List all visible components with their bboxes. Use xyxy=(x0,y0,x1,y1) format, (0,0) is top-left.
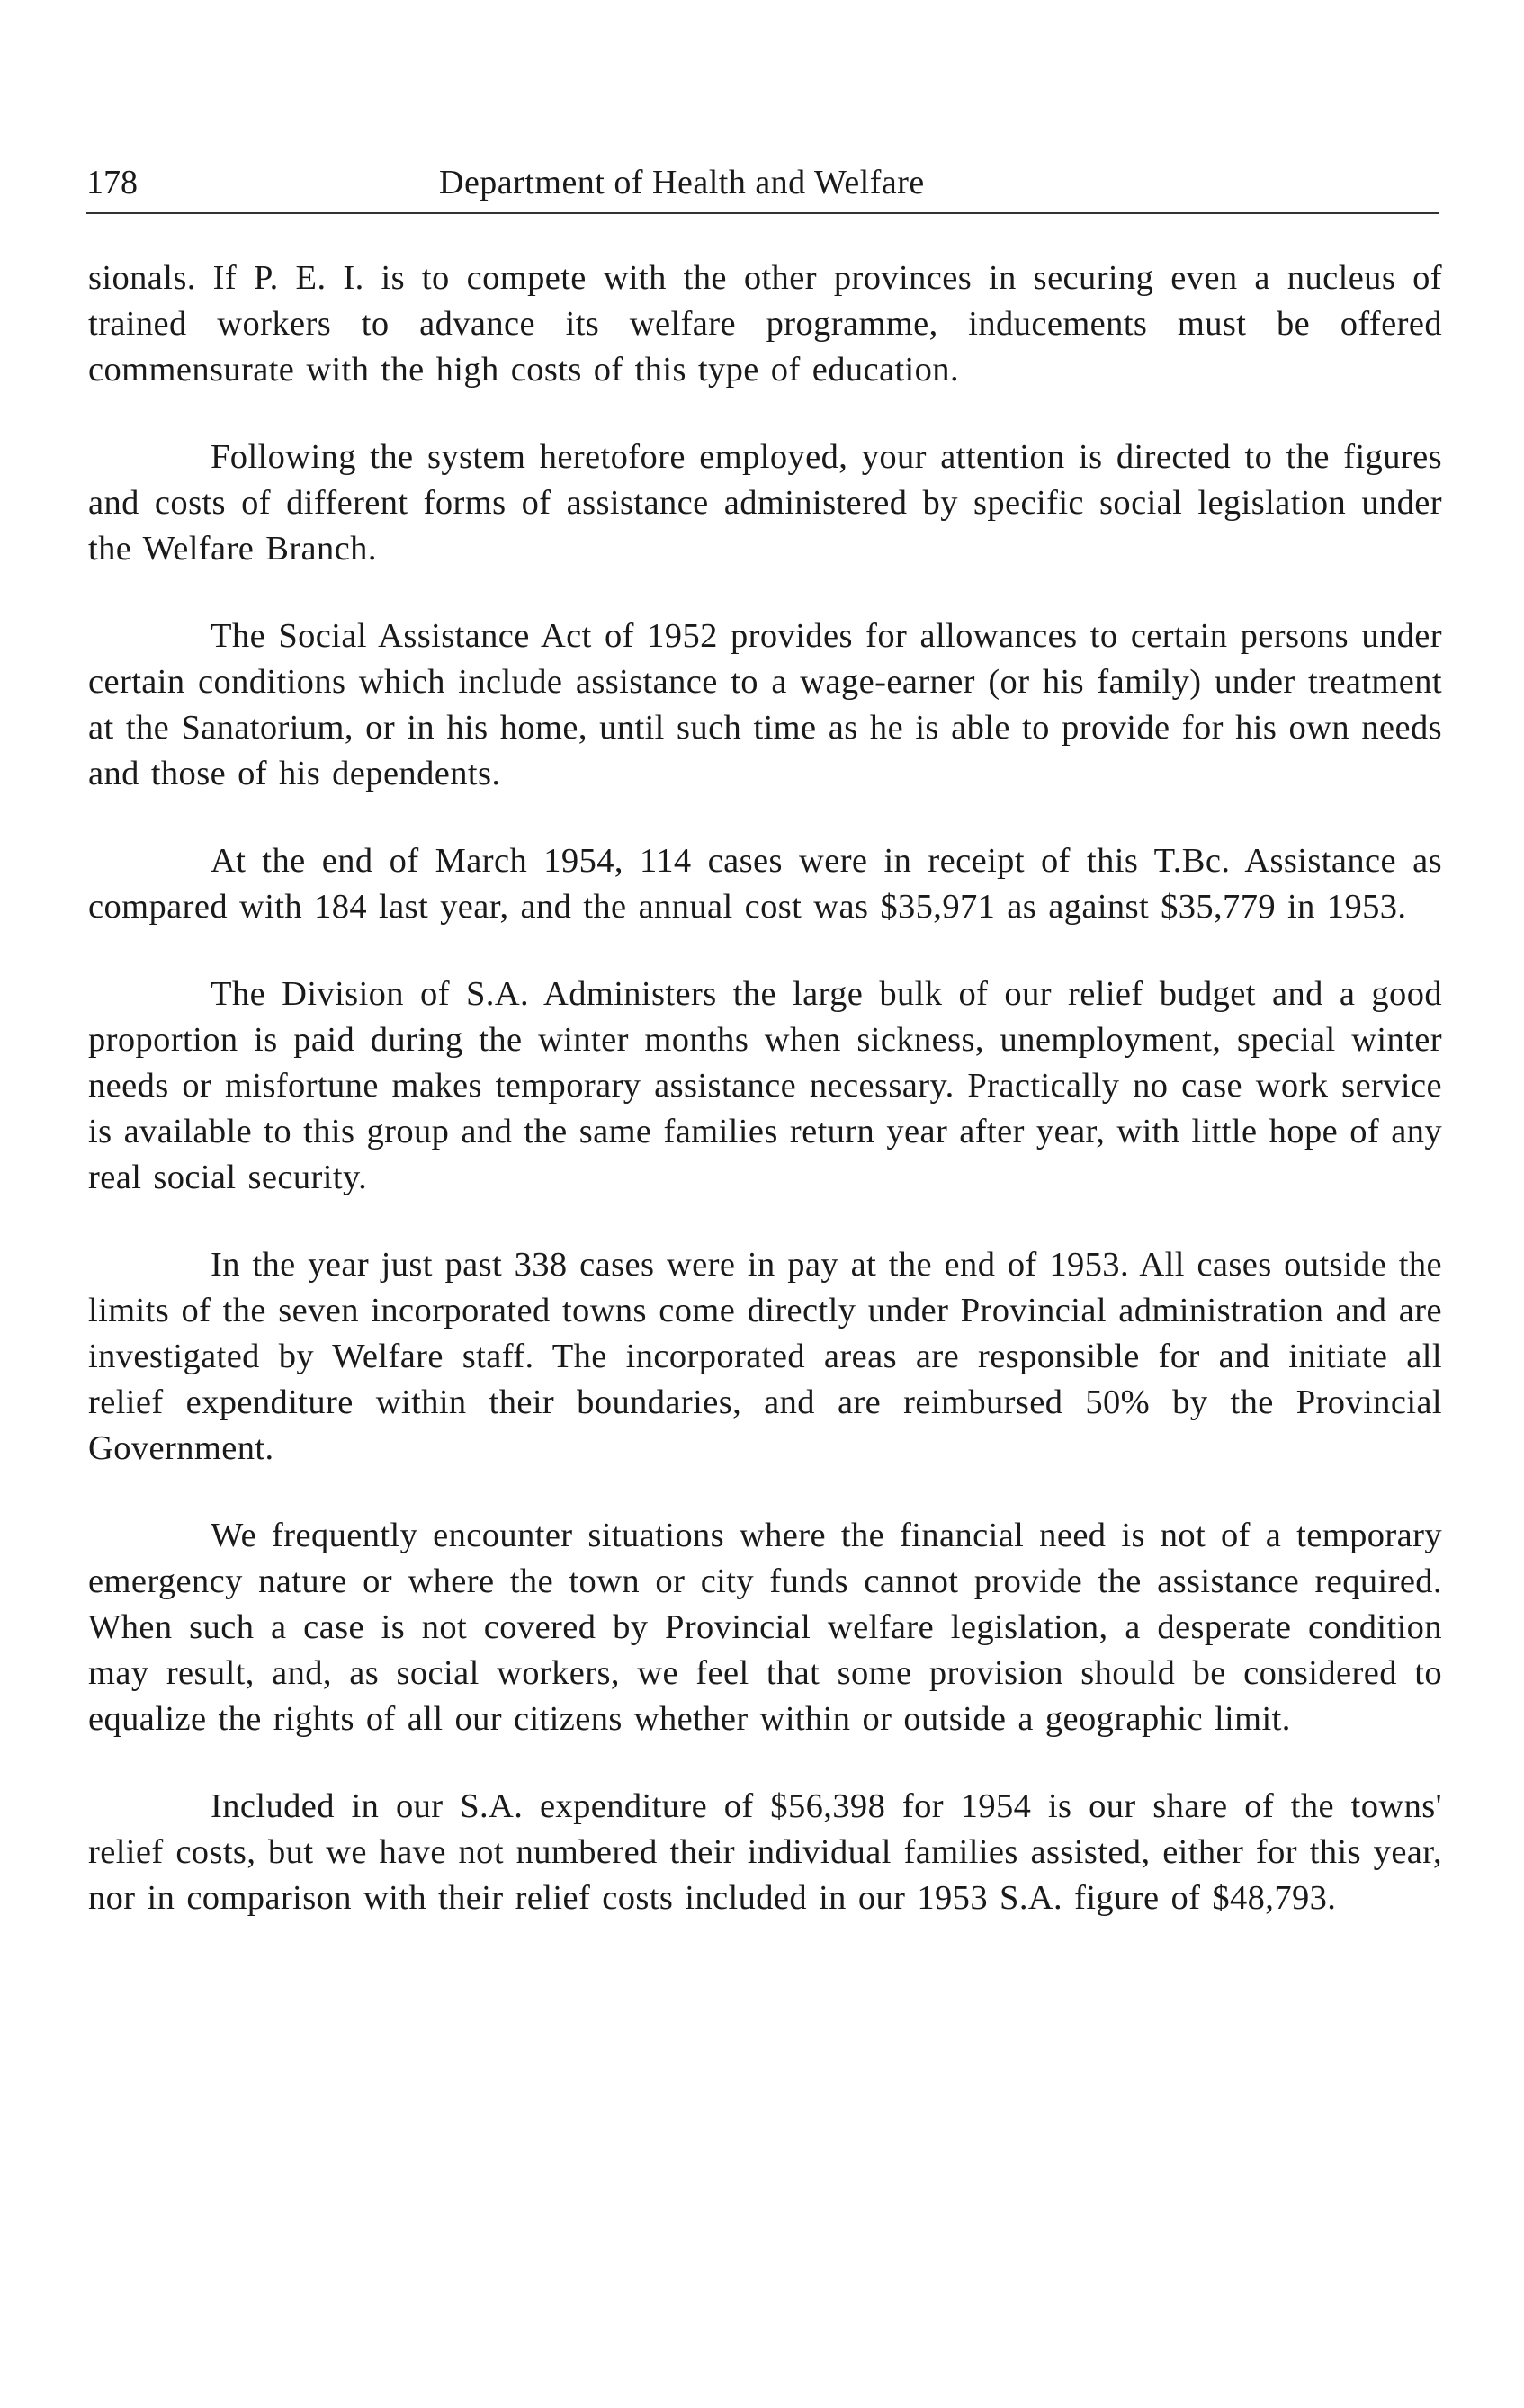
paragraph: Following the system heretofore employed, your attention is directed to the figures and costs of different forms of assistance administered by specific social legislation under the Welfare Branch. xyxy=(88,438,1442,568)
page-number: 178 xyxy=(86,164,138,201)
paragraph: The Division of S.A. Administers the large bulk of our relief budget and a good proportion is paid during the winter months when sickness, unemployment, special winter needs or misfortune makes temporary assistance necessary. Practically no case work service is available to this group and the same families return year after year, with little hope of any real social security. xyxy=(88,975,1442,1196)
paragraph: Included in our S.A. expenditure of $56,398 for 1954 is our share of the towns' relief costs, but we have not numbered their individual families assisted, either for this year, nor in comparison with their relief costs included in our 1953 S.A. figure of $48,793. xyxy=(88,1787,1442,1917)
paragraph: In the year just past 338 cases were in pay at the end of 1953. All cases outside the limits of the seven incorporated towns come directly under Provincial administration and are investigated by Welfare staff. The incorporated areas are responsible for and initiate all relief expenditure within their boundaries, and are reimbursed 50% by the Provincial Government. xyxy=(88,1246,1442,1467)
running-title: Department of Health and Welfare xyxy=(439,164,925,201)
header-rule xyxy=(86,212,1439,214)
paragraph: We frequently encounter situations where the financial need is not of a temporary emergency nature or where the town or city funds cannot provide the assistance required. When such a case is not covered by Provincial welfare legislation, a desperate condition may result, and, as social workers, we feel that some provision should be considered to equalize the rights of all our citizens whether within or outside a geographic limit. xyxy=(88,1517,1442,1738)
body-text xyxy=(88,255,1442,1963)
page-header xyxy=(86,160,1439,205)
paragraph-continuation: sionals. If P. E. I. is to compete with the other provinces in securing even a nucleus of trained workers to advance its welfare programme, inducements must be offered commensurate with the high costs of this type of education. xyxy=(88,259,1442,389)
paragraph: At the end of March 1954, 114 cases were in receipt of this T.Bc. Assistance as compared with 184 last year, and the annual cost was $35,971 as against $35,779 in 1953. xyxy=(88,842,1442,926)
paragraph: The Social Assistance Act of 1952 provides for allowances to certain persons under certain conditions which include assistance to a wage-earner (or his family) under treatment at the Sanatorium, or in his home, until such time as he is able to provide for his own needs and those of his dependents. xyxy=(88,617,1442,792)
